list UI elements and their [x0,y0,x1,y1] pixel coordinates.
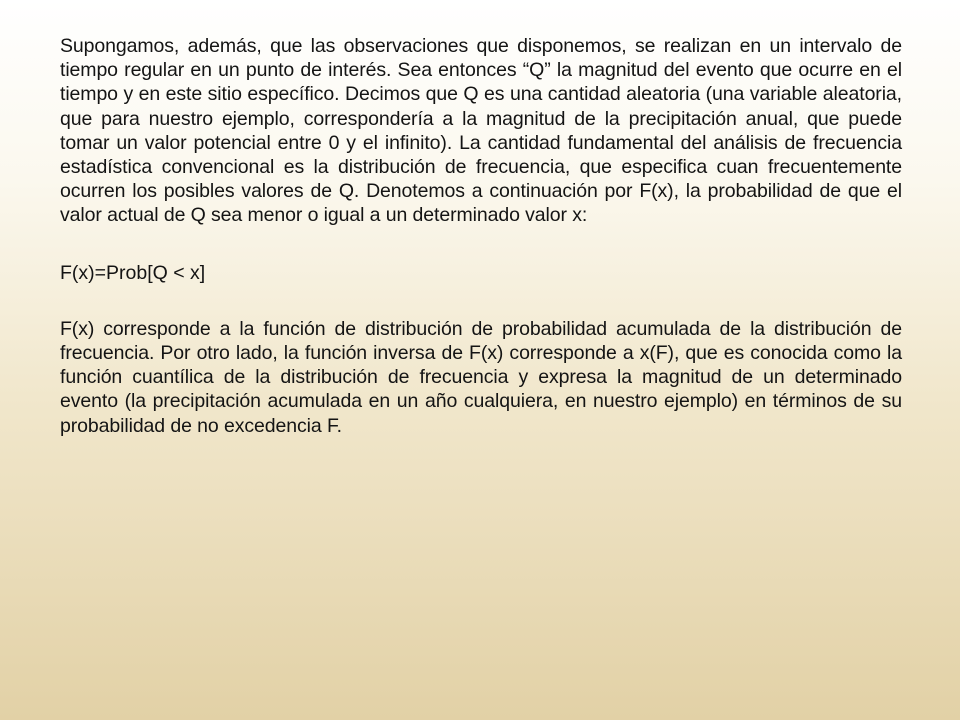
paragraph-quantile: F(x) corresponde a la función de distribución de probabilidad acumulada de la distribución de frecuencia. Por otro lado, la función inversa de F(x) corresponde a x(F), que es conocida como la función cuantílica de la distribución de frecuencia y expresa la magnitud de un determinado evento (la precipitación acumulada en un año cualquiera, en nuestro ejemplo) en términos de su probabilidad de no excedencia F. [60,317,902,437]
slide-body [60,34,902,438]
paragraph-intro: Supongamos, además, que las observaciones que disponemos, se realizan en un intervalo de tiempo regular en un punto de interés. Sea entonces “Q” la magnitud del evento que ocurre en el tiempo y en este sitio específico. Decimos que Q es una cantidad aleatoria (una variable aleatoria, que para nuestro ejemplo, correspondería a la magnitud de la precipitación anual, que puede tomar un valor potencial entre 0 y el infinito). La cantidad fundamental del análisis de frecuencia estadística convencional es la distribución de frecuencia, que especifica cuan frecuentemente ocurren los posibles valores de Q. Denotemos a continuación por F(x), la probabilidad de que el valor actual de Q sea menor o igual a un determinado valor x: [60,35,902,227]
formula-cdf: F(x)=Prob[Q < x] [60,261,206,284]
